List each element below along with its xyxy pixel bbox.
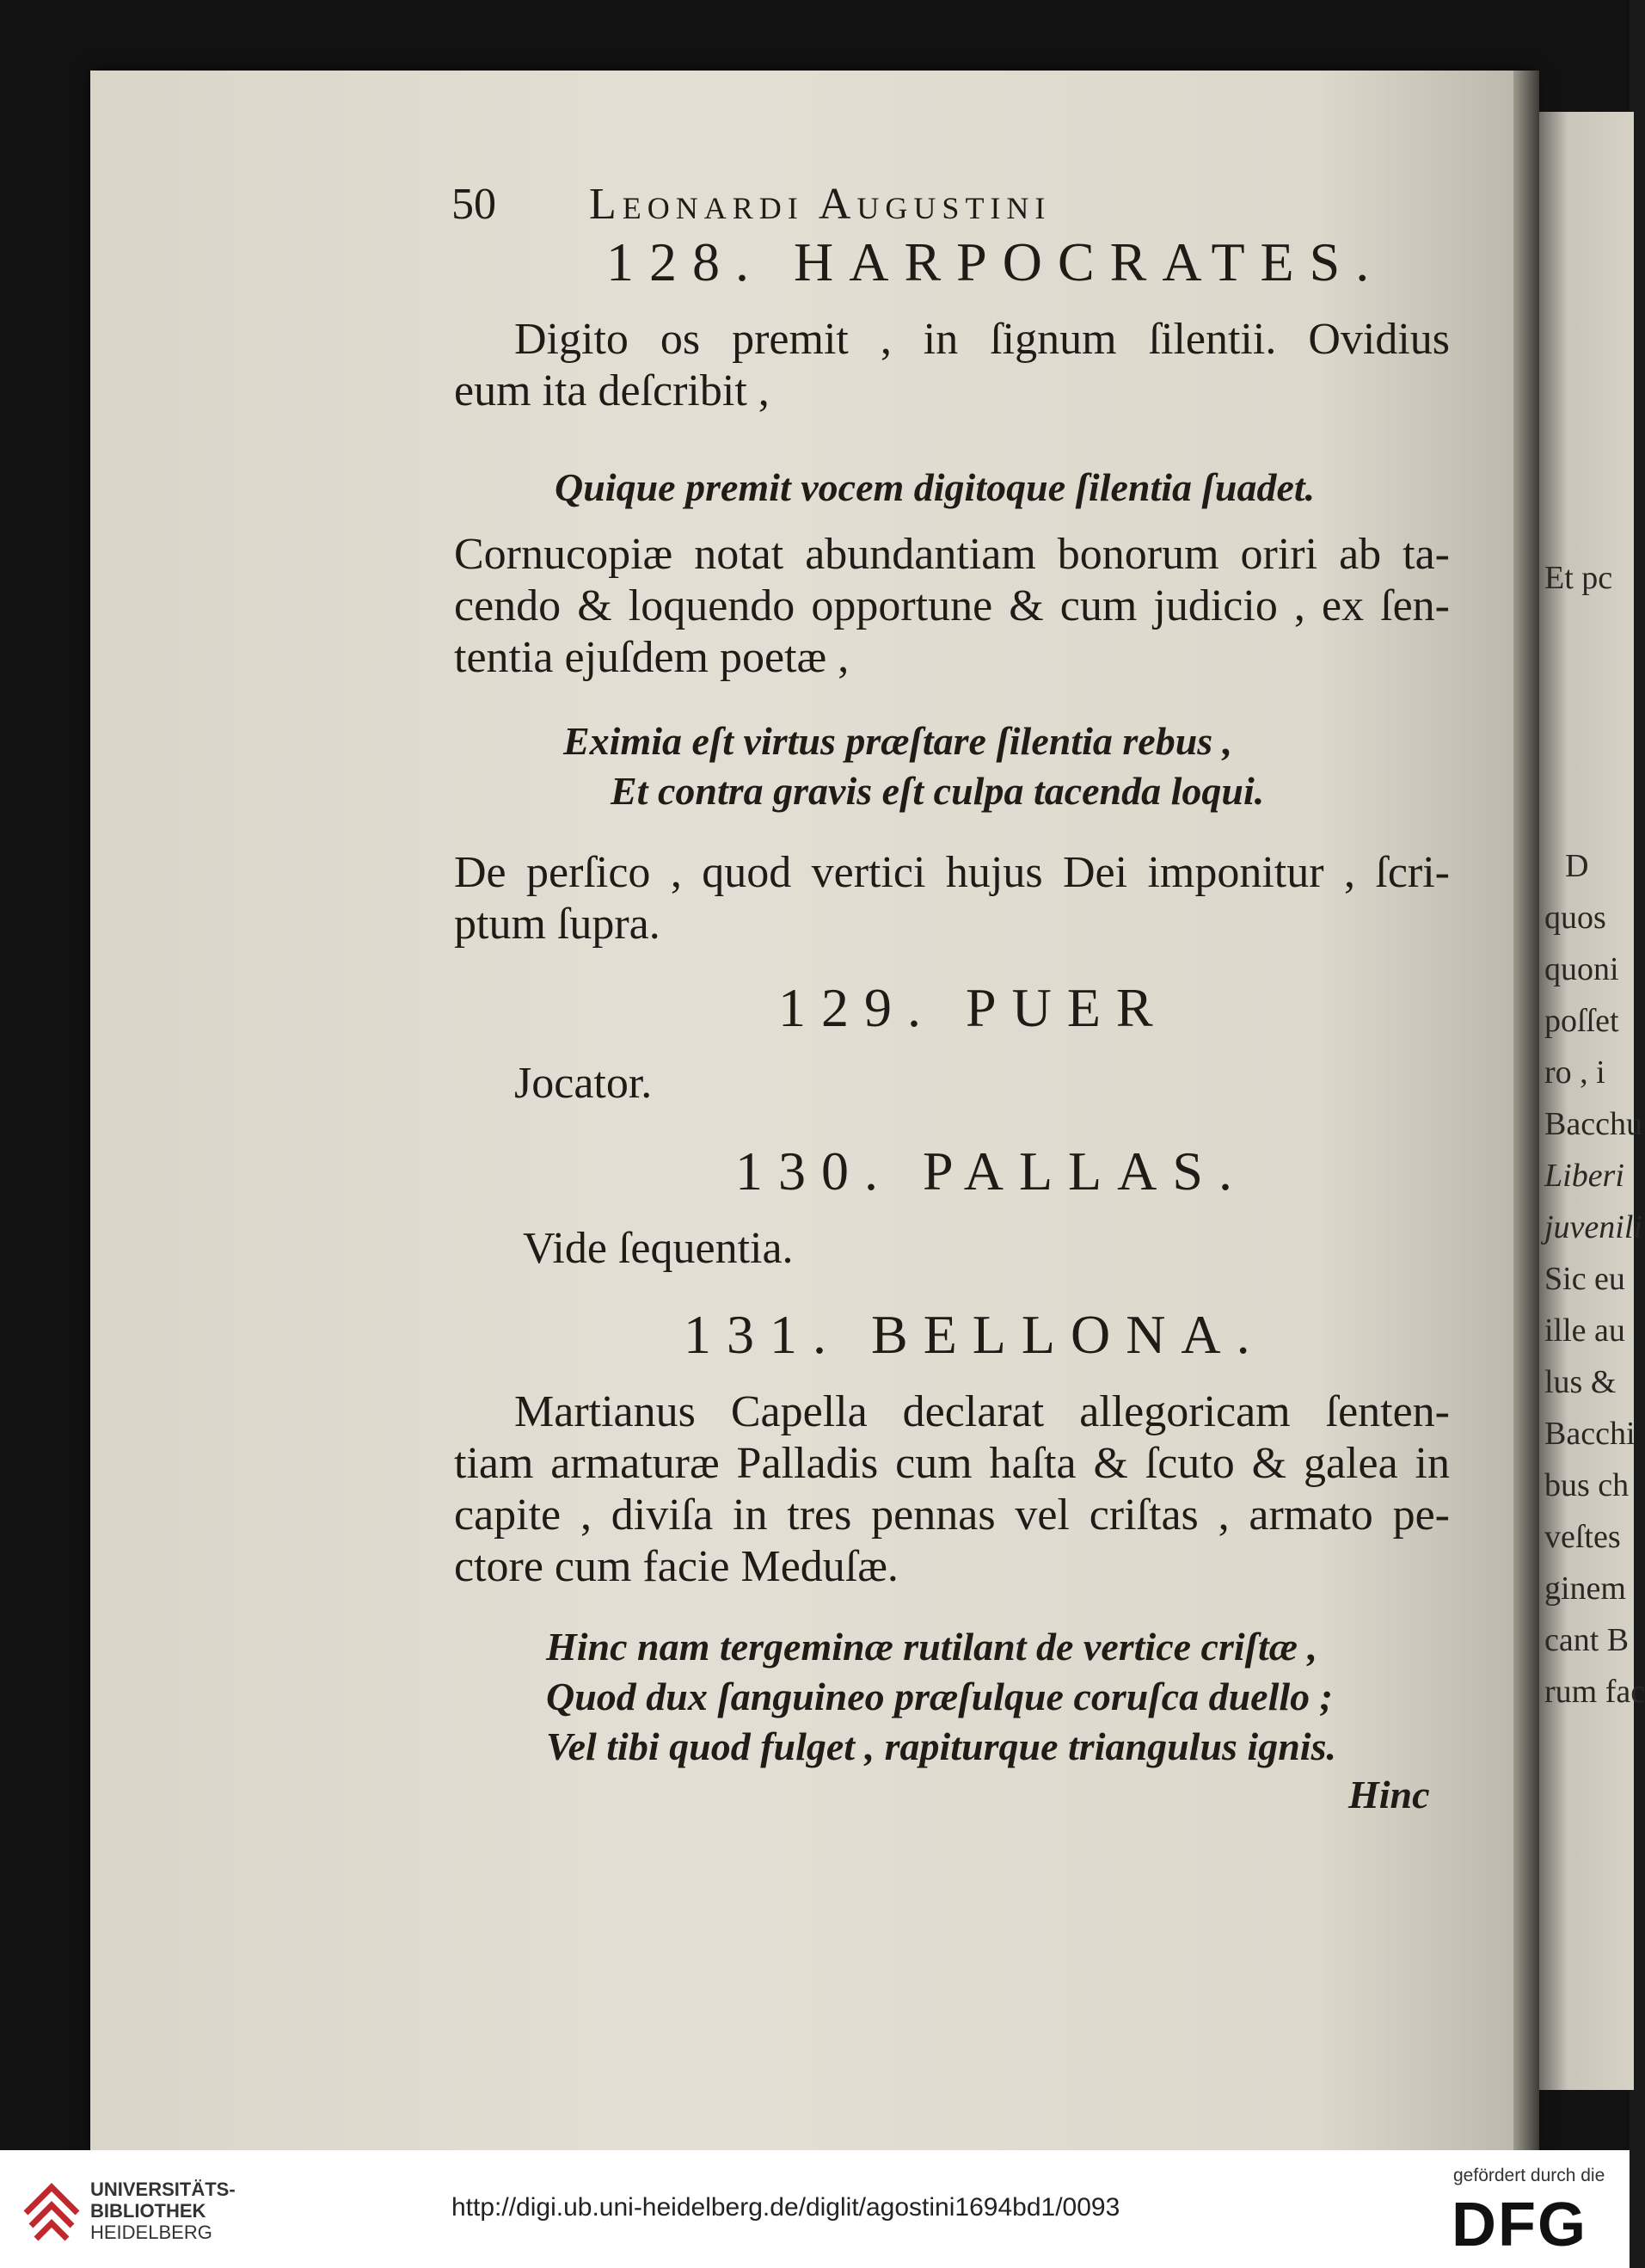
facing-page-fragment: Bacchu: [1544, 1106, 1642, 1142]
facing-page-fragment: quoni: [1544, 951, 1619, 987]
page-number: 50: [451, 180, 496, 229]
funding-label: gefördert durch die: [1453, 2166, 1605, 2185]
paragraph-line: eum ita deſcribit ,: [454, 366, 770, 415]
section-heading: 128. HARPOCRATES.: [606, 231, 1385, 292]
facing-page-fragment: veſtes: [1544, 1519, 1621, 1555]
facing-page-fragment: ille au: [1544, 1312, 1625, 1349]
facing-page-fragment: rum fac: [1544, 1674, 1645, 1710]
book-page: [90, 71, 1535, 2150]
paragraph-line: Jocator.: [514, 1059, 653, 1108]
section-heading: 131. BELLONA.: [684, 1304, 1266, 1365]
paragraph-line: capite , diviſa in tres pennas vel criſtas , armato pe-: [454, 1490, 1450, 1540]
library-name-line: HEIDELBERG: [90, 2222, 212, 2243]
facing-page-fragment: poſſet: [1544, 1003, 1619, 1039]
verse-line: Eximia eſt virtus præſtare ſilentia rebus ,: [563, 719, 1233, 763]
facing-page-fragment: ro , i: [1544, 1054, 1605, 1091]
facing-page-fragment: quos: [1544, 900, 1606, 936]
paragraph-line: Martianus Capella declarat allegoricam ſenten-: [514, 1387, 1450, 1436]
section-heading: 129. PUER: [778, 977, 1169, 1038]
paragraph-line: De perſico , quod vertici hujus Dei imponitur , ſcri-: [454, 848, 1450, 897]
facing-page-fragment: Bacchi: [1544, 1416, 1636, 1452]
library-logo-icon[interactable]: [19, 2166, 83, 2247]
verse-line: Quod dux ſanguineo præſulque coruſca duello ;: [546, 1675, 1333, 1718]
facing-page-fragment: Liberi: [1544, 1158, 1624, 1194]
verse-line: Et contra gravis eſt culpa tacenda loqui.: [611, 769, 1265, 813]
paragraph-line: ptum ſupra.: [454, 900, 660, 949]
facing-page-fragment: cant B: [1544, 1622, 1630, 1658]
facing-page-edge: [1539, 112, 1645, 2090]
paragraph-line: Digito os premit , in ſignum ſilentii. Ovidius: [514, 315, 1450, 364]
facing-page-fragment: lus &: [1544, 1364, 1617, 1400]
permalink-url[interactable]: http://digi.ub.uni-heidelberg.de/diglit/agostini1694bd1/0093: [451, 2193, 1120, 2222]
paragraph-line: cendo & loquendo opportune & cum judicio , ex ſen-: [454, 581, 1450, 630]
verse-line: Hinc nam tergeminæ rutilant de vertice criſtæ ,: [546, 1625, 1317, 1669]
paragraph-line: tiam armaturæ Palladis cum haſta & ſcuto & galea in: [454, 1439, 1450, 1488]
facing-page-fragment: juvenili: [1544, 1209, 1642, 1245]
section-heading: 130. PALLAS.: [735, 1140, 1248, 1202]
facing-page-fragment: Et pc: [1544, 560, 1613, 596]
paragraph-line: Cornucopiæ notat abundantiam bonorum oriri ab ta-: [454, 530, 1450, 579]
paragraph-line: Vide ſequentia.: [523, 1224, 794, 1273]
catchword: Hinc: [1348, 1773, 1430, 1816]
facing-page-fragment: D: [1565, 848, 1589, 884]
viewer-footer: [0, 2150, 1630, 2268]
paragraph-line: ctore cum facie Meduſæ.: [454, 1542, 899, 1591]
verse-line: Vel tibi quod fulget , rapiturque triangulus ignis.: [546, 1724, 1336, 1768]
paragraph-line: tentia ejuſdem poetæ ,: [454, 633, 850, 682]
library-name[interactable]: [90, 2179, 236, 2243]
running-title: Leonardi Augustini: [589, 180, 1052, 229]
library-name-line: UNIVERSITÄTS-: [90, 2179, 236, 2200]
facing-page-fragment: bus ch: [1544, 1467, 1630, 1503]
book-gutter: [1513, 71, 1539, 2150]
verse-line: Quique premit vocem digitoque ſilentia ſuadet.: [555, 465, 1316, 509]
library-name-line: BIBLIOTHEK: [90, 2200, 206, 2222]
facing-page-fragment: ginem: [1544, 1570, 1626, 1607]
facing-page-fragment: Sic eu: [1544, 1261, 1625, 1297]
dfg-logo[interactable]: DFG: [1452, 2191, 1587, 2259]
